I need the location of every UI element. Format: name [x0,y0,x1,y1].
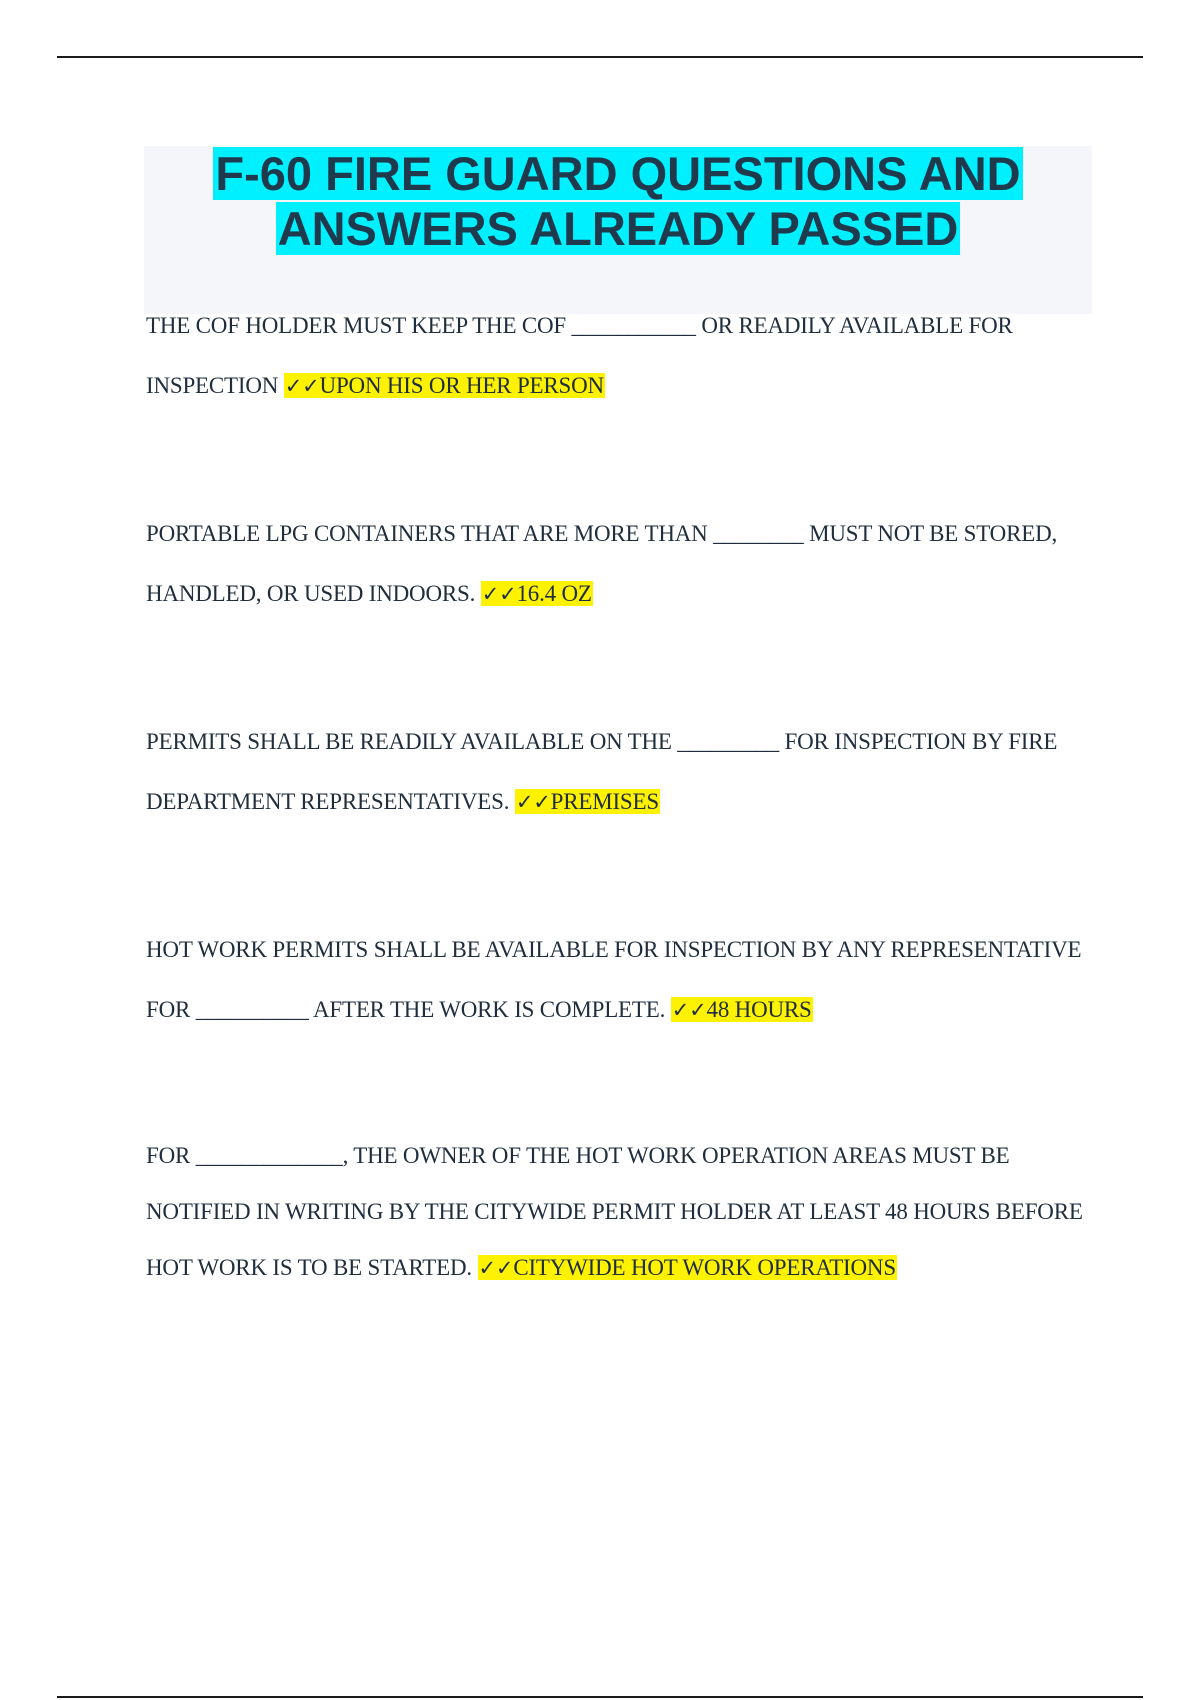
answer-highlight [481,581,593,606]
answer-highlight [284,373,605,398]
answer-highlight [671,997,813,1022]
qa-item-2 [146,504,1096,624]
qa-item-1 [146,296,1096,416]
question-text: PERMITS SHALL BE READILY AVAILABLE ON THE _________ FOR INSPECTION BY FIRE DEPARTMENT REPRESENTATIVES. [146,729,1058,814]
double-check-icon: ✓✓ [671,998,707,1022]
double-check-icon: ✓✓ [515,790,551,814]
double-check-icon: ✓✓ [481,582,517,606]
question-text: HOT WORK PERMITS SHALL BE AVAILABLE FOR INSPECTION BY ANY REPRESENTATIVE FOR __________ AFTER THE WORK IS COMPLETE. [146,937,1082,1022]
answer-text: PREMISES [550,789,659,814]
answer-highlight [478,1255,897,1280]
double-check-icon: ✓✓ [284,374,320,398]
answer-text: UPON HIS OR HER PERSON [319,373,604,398]
double-check-icon: ✓✓ [478,1256,514,1280]
question-text: THE COF HOLDER MUST KEEP THE COF ___________ OR READILY AVAILABLE FOR INSPECTION [146,313,1013,398]
answer-text: 16.4 OZ [516,581,592,606]
top-rule [57,56,1143,58]
answer-highlight [515,789,660,814]
bottom-rule [57,1696,1143,1698]
answer-text: CITYWIDE HOT WORK OPERATIONS [513,1255,896,1280]
qa-item-5 [146,1128,1096,1296]
qa-item-3 [146,712,1096,832]
answer-text: 48 HOURS [706,997,812,1022]
question-text: PORTABLE LPG CONTAINERS THAT ARE MORE THAN ________ MUST NOT BE STORED, HANDLED, OR USED INDOORS. [146,521,1058,606]
qa-item-4 [146,920,1096,1040]
question-text: FOR _____________, THE OWNER OF THE HOT WORK OPERATION AREAS MUST BE NOTIFIED IN WRITING BY THE CITYWIDE PERMIT HOLDER AT LEAST 48 HOURS BEFORE HOT WORK IS TO BE STARTED. [146,1143,1083,1280]
document-title: F-60 FIRE GUARD QUESTIONS AND ANSWERS ALREADY PASSED [215,147,1021,255]
title-banner [144,146,1092,314]
